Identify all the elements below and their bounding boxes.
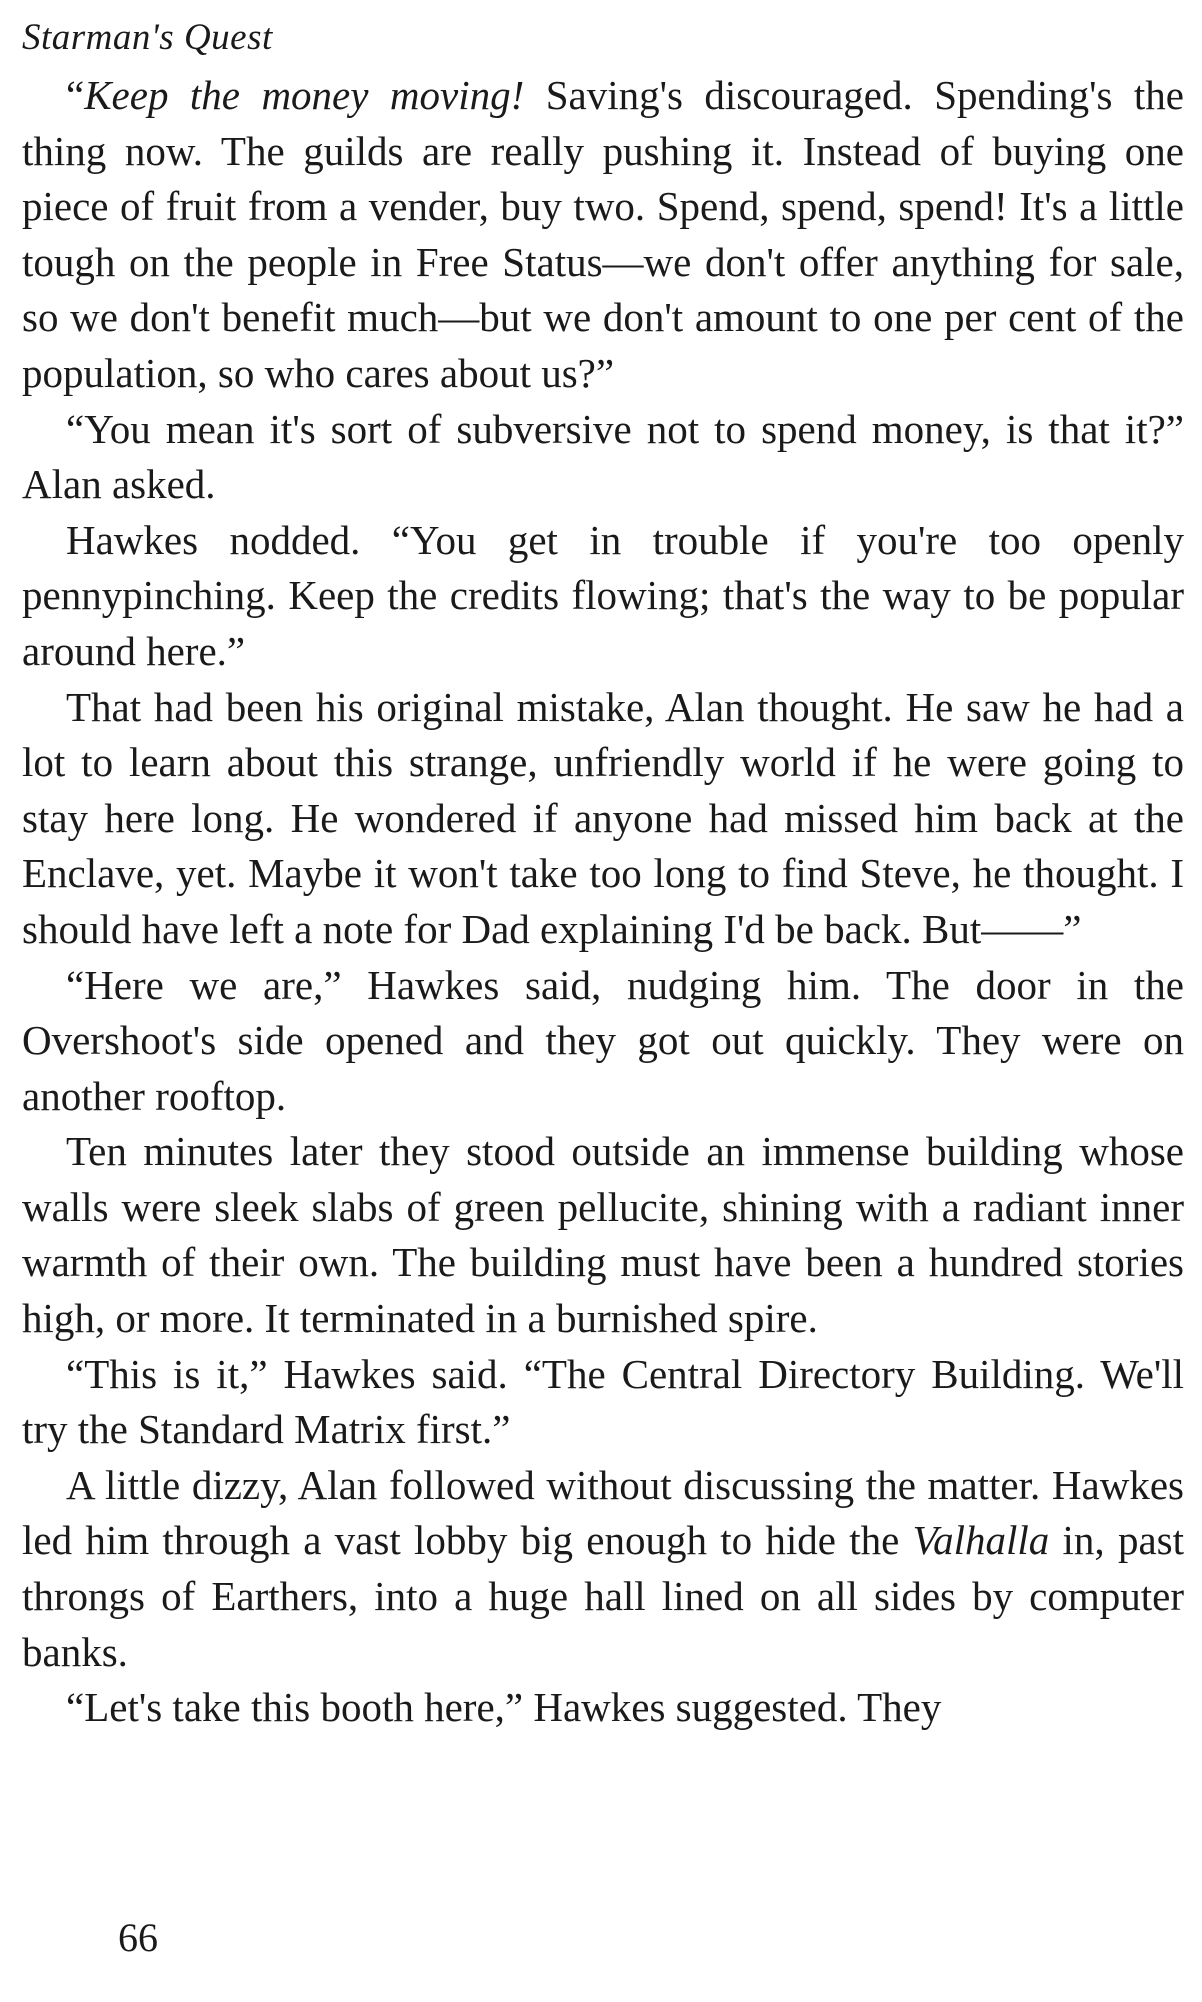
paragraph-8-text-after: in, past throngs of Earthers, into a huge hall lined on all sides by computer banks. xyxy=(22,1517,1184,1675)
book-page xyxy=(22,14,1184,1994)
body-text xyxy=(22,68,1184,1736)
paragraph-7: “This is it,” Hawkes said. “The Central Directory Building. We'll try the Standard Matrix first.” xyxy=(22,1350,1184,1453)
paragraph-1-text: Saving's discouraged. Spending's the thing now. The guilds are really pushing it. Instead of buying one piece of fruit from a vender, buy two. Spend, spend, spend! It's a little tough on the people in Free Status—we don't offer anything for sale, so we don't benefit much—but we don't amount to one per cent of the population, so who cares about us?” xyxy=(22,72,1184,396)
running-head: Starman's Quest xyxy=(22,17,273,58)
paragraph-8 xyxy=(22,1458,1184,1680)
paragraph-6: Ten minutes later they stood outside an immense building whose walls were sleek slabs of green pellucite, shining with a radiant inner warmth of their own. The building must have been a hundred stories high, or more. It terminated in a burnished spire. xyxy=(22,1128,1184,1342)
paragraph-5: “Here we are,” Hawkes said, nudging him. The door in the Overshoot's side opened and they got out quickly. They were on another rooftop. xyxy=(22,961,1184,1119)
paragraph-3: Hawkes nodded. “You get in trouble if you're too openly pennypinching. Keep the credits flowing; that's the way to be popular around here.” xyxy=(22,516,1184,674)
paragraph-9: “Let's take this booth here,” Hawkes suggested. They xyxy=(66,1684,942,1731)
paragraph-8-text-before: A little dizzy, Alan followed without discussing the matter. Hawkes led him through a vast lobby big enough to hide the xyxy=(22,1461,1184,1564)
paragraph-2: “You mean it's sort of subversive not to spend money, is that it?” Alan asked. xyxy=(22,405,1184,508)
paragraph-4: That had been his original mistake, Alan thought. He saw he had a lot to learn about this strange, unfriendly world if he were going to stay here long. He wondered if anyone had missed him back at the Enclave, yet. Maybe it won't take too long to find Steve, he thought. I should have left a note for Dad explaining I'd be back. But——” xyxy=(22,683,1184,952)
paragraph-1 xyxy=(22,68,1184,402)
open-quote: “ xyxy=(66,72,85,118)
ship-name: Valhalla xyxy=(912,1517,1050,1564)
page-number: 66 xyxy=(118,1915,158,1960)
italic-lead: Keep the money moving! xyxy=(84,72,525,118)
